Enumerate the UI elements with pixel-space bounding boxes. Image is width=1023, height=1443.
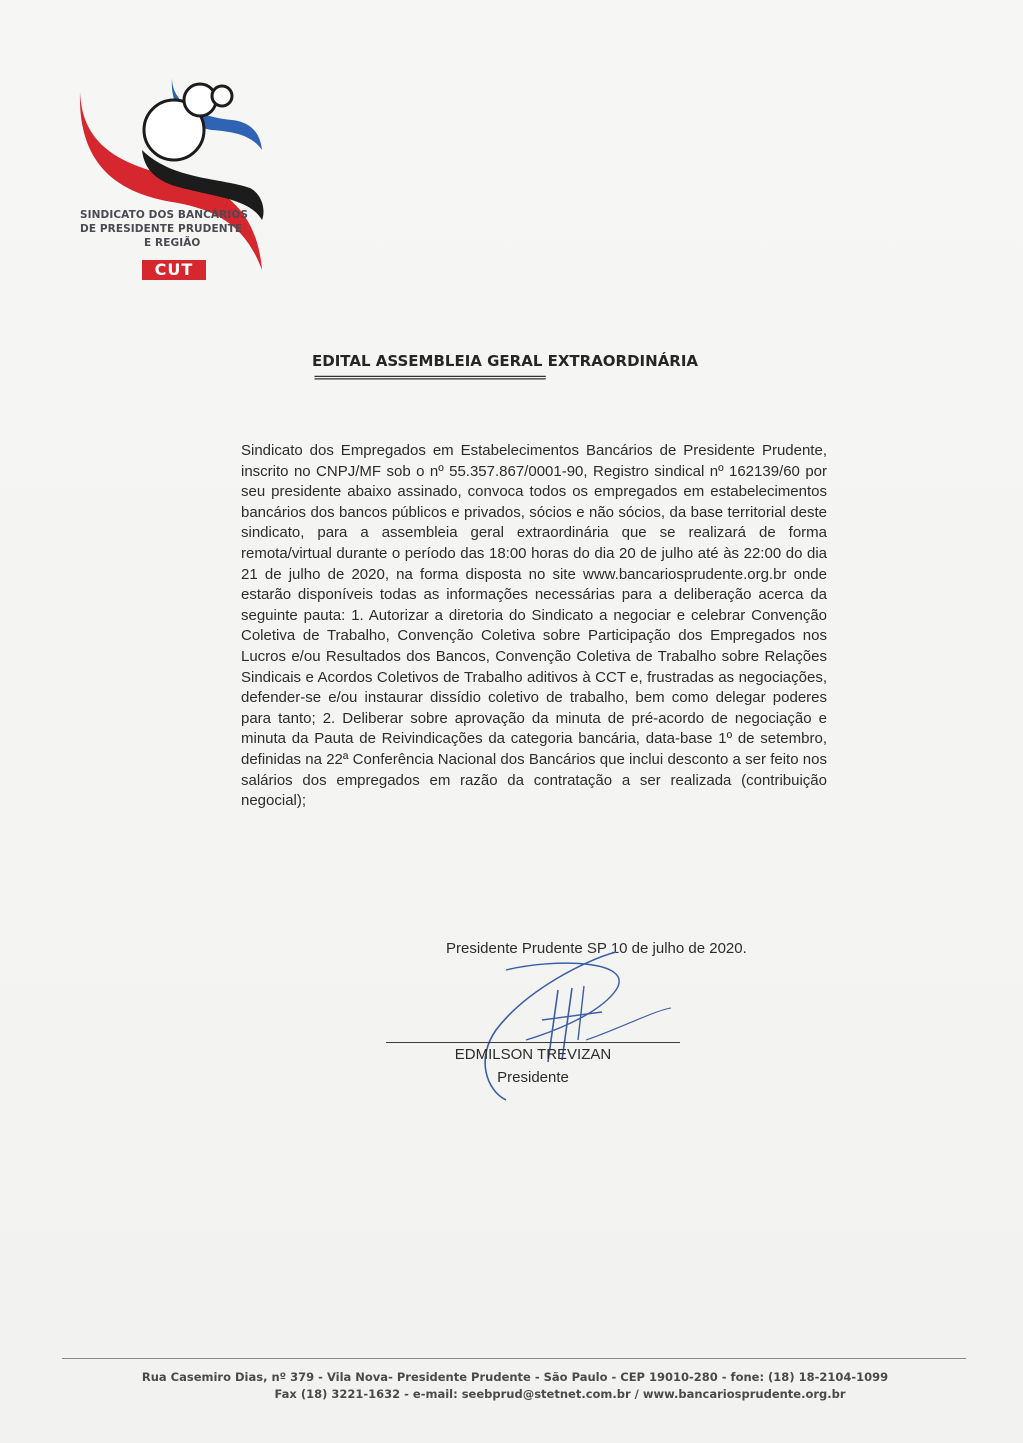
- logo-line-1: SINDICATO DOS BANCÁRIOS: [80, 209, 249, 221]
- place-and-date: Presidente Prudente SP 10 de julho de 2020.: [446, 940, 747, 957]
- footer-contact: Fax (18) 3221-1632 - e-mail: seebprud@stetnet.com.br / www.bancariosprudente.org.br: [274, 1387, 846, 1401]
- signature-line: [386, 1042, 680, 1043]
- title-underline: ===========================================: [314, 371, 546, 384]
- document-title: EDITAL ASSEMBLEIA GERAL EXTRAORDINÁRIA: [312, 352, 699, 370]
- union-logo-text: [80, 208, 280, 250]
- cut-badge: CUT: [142, 260, 206, 280]
- signer-role: Presidente: [497, 1069, 569, 1086]
- signer-name: EDMILSON TREVIZAN: [454, 1046, 612, 1063]
- union-emblem-icon: [72, 70, 272, 290]
- footer-address: Rua Casemiro Dias, nº 379 - Vila Nova- Presidente Prudente - São Paulo - CEP 19010-280 - fone: (18) 18-2104-1099: [141, 1370, 889, 1384]
- signature-icon: [466, 950, 686, 1110]
- logo-line-3: E REGIÃO: [144, 237, 201, 249]
- union-logo: [72, 70, 272, 290]
- footer-divider: [62, 1358, 966, 1359]
- logo-line-2: DE PRESIDENTE PRUDENTE: [80, 223, 243, 235]
- notice-body: Sindicato dos Empregados em Estabelecimentos Bancários de Presidente Prudente, inscrito no CNPJ/MF sob o nº 55.357.867/0001-90, Registro sindical nº 162139/60 por seu presidente abaixo assinado, convoca todos os empregados em estabelecimentos bancários dos bancos públicos e privados, sócios e não sócios, da base territorial deste sindicato, para a assembleia geral extraordinária que se realizará de forma remota/virtual durante o período das 18:00 horas do dia 20 de julho até às 22:00 do dia 21 de julho de 2020, na forma disposta no site www.bancariosprudente.org.br onde estarão disponíveis todas as informações necessárias para a deliberação acerca da seguinte pauta: 1. Autorizar a diretoria do Sindicato a negociar e celebrar Convenção Coletiva de Trabalho, Convenção Coletiva sobre Participação dos Empregados nos Lucros e/ou Resultados dos Bancos, Convenção Coletiva de Trabalho sobre Relações Sindicais e Acordos Coletivos de Trabalho aditivos à CCT e, frustradas as negociações, defender-se e/ou instaurar dissídio coletivo de trabalho, bem como delegar poderes para tanto; 2. Deliberar sobre aprovação da minuta de pré-acordo de negociação e minuta da Pauta de Reivindicações da categoria bancária, data-base 1º de setembro, definidas na 22ª Conferência Nacional dos Bancários que inclui desconto a ser feito nos salários dos empregados em razão da contratação a ser realizada (contribuição negocial);: [241, 442, 827, 810]
